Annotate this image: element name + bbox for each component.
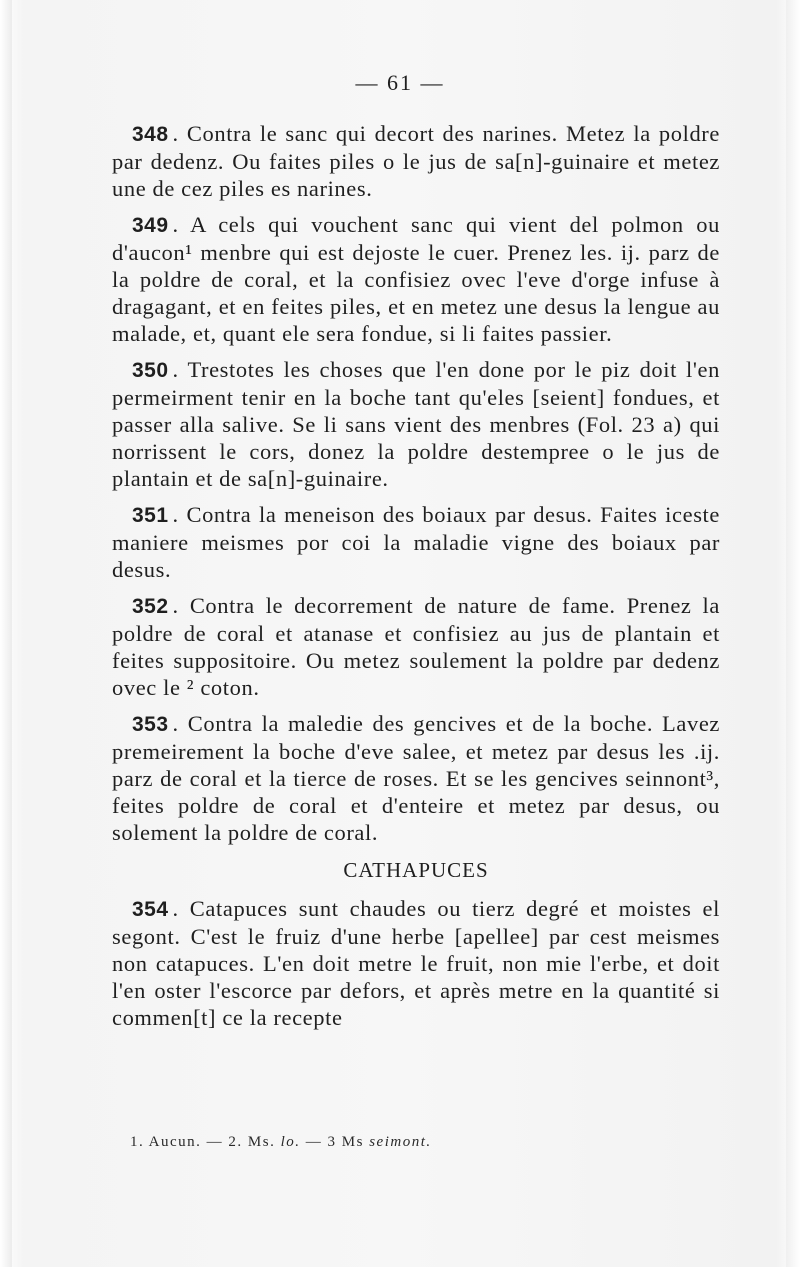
- page-edge-right: [786, 0, 800, 1267]
- paragraph-350: [112, 356, 720, 492]
- paragraph-text: . Contra le sanc qui decort des narines. Metez la poldre par dedenz. Ou faites piles o le jus de sa[n]-guinaire et metez une de cez piles es narines.: [112, 121, 720, 201]
- paragraph-text: . Catapuces sunt chaudes ou tierz degré et moistes el segont. C'est le fruiz d'une herbe [apellee] par cest meismes non catapuces. L'en doit metre le fruit, non mie l'erbe, et doit l'en oster l'escorce par defors, et après metre en la quantité si commen[t] ce la recepte: [112, 896, 720, 1030]
- paragraph-number: 350: [132, 359, 169, 382]
- footnote-3-reading: seimont.: [369, 1134, 432, 1150]
- footnote-1: 1. Aucun.: [130, 1134, 202, 1150]
- section-heading: CATHAPUCES: [343, 858, 489, 882]
- footnote-2-reading: lo.: [280, 1134, 301, 1150]
- paragraph-353: [112, 710, 720, 846]
- paragraph-number: 348: [132, 123, 169, 146]
- paragraph-text: . Contra le decorrement de nature de fame. Prenez la poldre de coral et atanase et confisiez au jus de plantain et feites suppositoire. Ou metez soulement la poldre par dedenz ovec le ² coton.: [112, 593, 720, 700]
- paragraph-number: 351: [132, 504, 169, 527]
- footnote-2: 2. Ms.: [228, 1134, 276, 1150]
- paragraph-text: . Trestotes les choses que l'en done por le piz doit l'en permeirment tenir en la boche tant qu'eles [seient] fondues, et passer alla salive. Se li sans vient des menbres (Fol. 23 a) qui norrissent le cors, donez la poldre destempree o le jus de plantain et de sa[n]-guinaire.: [112, 357, 720, 491]
- main-text: [112, 120, 720, 1040]
- paragraph-text: . A cels qui vouchent sanc qui vient del polmon ou d'aucon¹ menbre qui est dejoste le cuer. Prenez les. ij. parz de la poldre de coral, et la confisiez ovec l'eve d'orge infuse à dragagant, et en feites piles, et en metez une desus la lengue au malade, et, quant ele sera fondue, si li faites passier.: [112, 212, 720, 346]
- paragraph-number: 353: [132, 713, 169, 736]
- paragraph-text: . Contra la meneison des boiaux par desus. Faites iceste maniere meismes por coi la maladie vigne des boiaux par desus.: [112, 502, 720, 582]
- footnotes: [130, 1134, 690, 1151]
- paragraph-352: [112, 592, 720, 701]
- paragraph-354: [112, 895, 720, 1031]
- paragraph-number: 349: [132, 214, 169, 237]
- paragraph-text: . Contra la maledie des gencives et de la boche. Lavez premeirement la boche d'eve salee, et metez par desus les .ij. parz de coral et la tierce de roses. Et se les gencives seinnont³, feites poldre de coral et d'enteire et metez par desus, ou solement la poldre de coral.: [112, 711, 720, 845]
- footnote-separator: —: [305, 1134, 323, 1150]
- paragraph-351: [112, 501, 720, 583]
- footnote-3: 3 Ms: [327, 1134, 364, 1150]
- paragraph-number: 352: [132, 595, 169, 618]
- page-edge-left: [0, 0, 12, 1267]
- paragraph-number: 354: [132, 898, 169, 921]
- paragraph-348: [112, 120, 720, 202]
- paragraph-349: [112, 211, 720, 347]
- footnote-separator: —: [206, 1134, 224, 1150]
- page-number: — 61 —: [355, 70, 445, 95]
